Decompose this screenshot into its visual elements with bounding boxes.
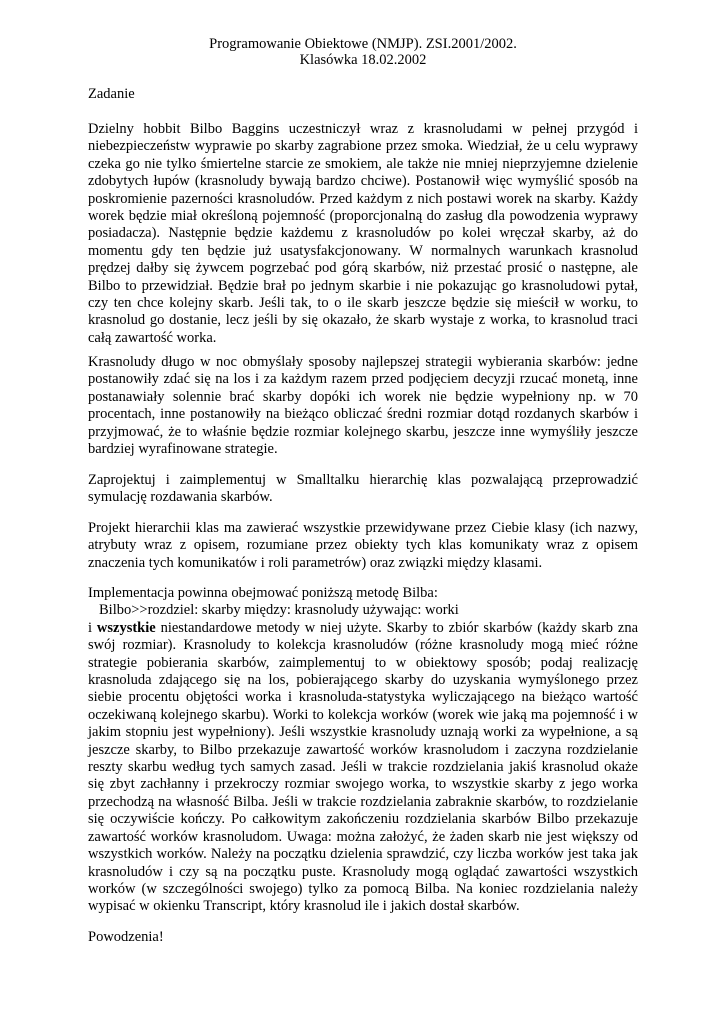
text-line: przechodzą na własność Bilba. Jeśli w trakcie rozdzielania zabraknie skarbów, to rozdzielanie	[88, 793, 638, 810]
text-line: wypisać w okienku Transcript, który krasnolud ile i jakich dostał skarbów.	[88, 898, 520, 915]
closing-text: Powodzenia!	[88, 929, 164, 945]
text-line: worków (w szczególności swojego) tylko za pomocą Bilba. Na koniec rozdzielania należy	[88, 880, 638, 897]
document-title: Programowanie Obiektowe (NMJP). ZSI.2001/2002.	[209, 36, 517, 52]
text-line: znaczenia tych komunikatów i roli parametrów) oraz związki między klasami.	[88, 554, 543, 571]
text-line: jakim stopniu jest wypełniony). Jeśli wszystkie krasnoludy uznają worki za wypełnione, a są	[88, 724, 638, 741]
text-line: procentach, inne postanowiły na bieżąco obliczać średni rozmiar dotąd rozdanych skarbów i	[88, 406, 638, 423]
text-line: krasnoludów i czy są na początku puste. Krasnoludy mogą oglądać zawartości wszystkich	[88, 863, 638, 880]
text-line	[88, 620, 638, 637]
document-date: Klasówka 18.02.2002	[299, 52, 427, 68]
text-line: postanawiały solennie brać skarby dopóki ich worek nie będzie wypełniony np. w 70	[88, 388, 638, 405]
text-line: wszystkich worków. Należy na początku dzielenia sprawdzić, czy liczba worków jest taka jak	[88, 846, 638, 863]
text-line: Zaprojektuj i zaimplementuj w Smalltalku hierarchię klas pozwalającą przeprowadzić	[88, 472, 638, 488]
text-line: postanowiły zdać się na los i za każdym razem przed podjęciem decyzji rzucać monetą, inne	[88, 371, 638, 388]
text-fragment: i	[88, 619, 97, 636]
paragraph-implementation	[88, 585, 638, 916]
text-line: Bilbo to przewidział. Będzie brał po jednym skarbie i nie pokazując go krasnoludowi pytał,	[88, 277, 638, 294]
text-line: czy ten chce kolejny skarb. Jeśli tak, to o ile skarb jeszcze będzie się mieścił w worku, to	[88, 295, 638, 312]
text-line: symulację rozdawania skarbów.	[88, 489, 273, 506]
text-line: swój rozmiar). Krasnoludy to kolekcja krasnoludów (różne krasnoludy mogą mieć różne	[88, 637, 638, 654]
text-line: zawartość worków krasnoludom. Uwaga: można założyć, że żaden skarb nie jest większy od	[88, 828, 638, 845]
text-line: się oczywiście kończy. Po całkowitym zakończeniu rozdzielania skarbów Bilbo przekazuje	[88, 811, 638, 828]
paragraph-design-task	[88, 472, 638, 507]
text-line: się zbyt zachłanny i przekroczy rozmiar swojego worka, to wszystkie skarby z jego worka	[88, 776, 638, 793]
implementation-intro: Implementacja powinna obejmować poniższą metodę Bilba:	[88, 585, 438, 601]
text-line: zdobytych łupów (krasnoludy bywają bardzo chciwe). Postanowił więc wymyślić sposób na	[88, 173, 638, 190]
text-line: krasnolud go dostanie, lecz jeśli by się okazało, że skarb wystaje z worka, to krasnolud traci	[88, 312, 638, 329]
text-line: oczekiwaną kolejnego skarbu). Worki to kolekcja worków (worek wie jaką ma pojemność i w	[88, 706, 638, 723]
text-line: siebie procentu objętości worka i krasnoluda-statystyka wyliczającego na bieżąco wartość	[88, 689, 638, 706]
text-line: strategie pobierania skarbów, zaimplementuj to w obiektowy sposób; podaj realizację	[88, 654, 638, 671]
text-line: reszty skarbu według tych samych zasad. Jeśli w trakcie rozdzielania jakiś krasnolud okaże	[88, 759, 638, 776]
text-line: posiadacza). Następnie będzie każdemu z krasnoludów po kolei wręczał skarby, aż do	[88, 225, 638, 242]
text-line: Krasnoludy długo w noc obmyślały sposoby najlepszej strategii wybierania skarbów: jedne	[88, 354, 638, 370]
method-signature: Bilbo>>rozdziel: skarby między: krasnoludy używając: worki	[99, 602, 459, 619]
text-line: Projekt hierarchii klas ma zawierać wszystkie przewidywane przez Ciebie klasy (ich nazwy,	[88, 520, 638, 536]
text-line: atrybuty wraz z opisem, rozumiane przez obiekty tych klas komunikaty wraz z opisem	[88, 537, 638, 554]
text-line: Dzielny hobbit Bilbo Baggins uczestniczył wraz z krasnoludami w pełnej przygód i	[88, 121, 638, 137]
text-line: prędzej dałby się żywcem pogrzebać pod górą skarbów, niż przestać prosić o następne, ale	[88, 260, 638, 277]
text-line: bardziej wyrafinowane strategie.	[88, 441, 278, 458]
text-line: całą zawartość worka.	[88, 329, 217, 346]
text-line: worek będzie miał określoną pojemność (proporcjonalną do zasług dla powodzenia wyprawy	[88, 208, 638, 225]
text-fragment: niestandardowe metody w niej użyte. Skarby to zbiór skarbów (każdy skarb zna	[155, 619, 638, 636]
emphasis-text: wszystkie	[96, 619, 156, 636]
task-label: Zadanie	[88, 86, 135, 102]
paragraph-story	[88, 121, 638, 347]
text-line: poskromienie pazerności krasnoludów. Przed każdym z nich postawi worek na skarby. Każdy	[88, 190, 638, 207]
text-line: czeka go nie tylko śmiertelne starcie ze smokiem, ale także nie mniej nieprzyjemne dzielenie	[88, 155, 638, 172]
text-line: niebezpieczeństw wyprawie po skarby zagrabione przez smoka. Wiedział, że u celu wyprawy	[88, 138, 638, 155]
paragraph-strategies	[88, 354, 638, 458]
text-line: przyjmować, że to właśnie będzie rozmiar kolejnego skarbu, jeszcze inne wymyśliły jeszcze	[88, 423, 638, 440]
text-line: jeszcze skarby, to Bilbo przekazuje zawartość worków krasnoludom i zaczyna rozdzielanie	[88, 741, 638, 758]
text-line: momentu gdy ten będzie już usatysfakcjonowany. W normalnych warunkach krasnolud	[88, 242, 638, 259]
paragraph-hierarchy	[88, 520, 638, 572]
text-line: krasnoluda zdającego się na los, pobierającego skarby do uzyskania wymyślonego przez	[88, 672, 638, 689]
